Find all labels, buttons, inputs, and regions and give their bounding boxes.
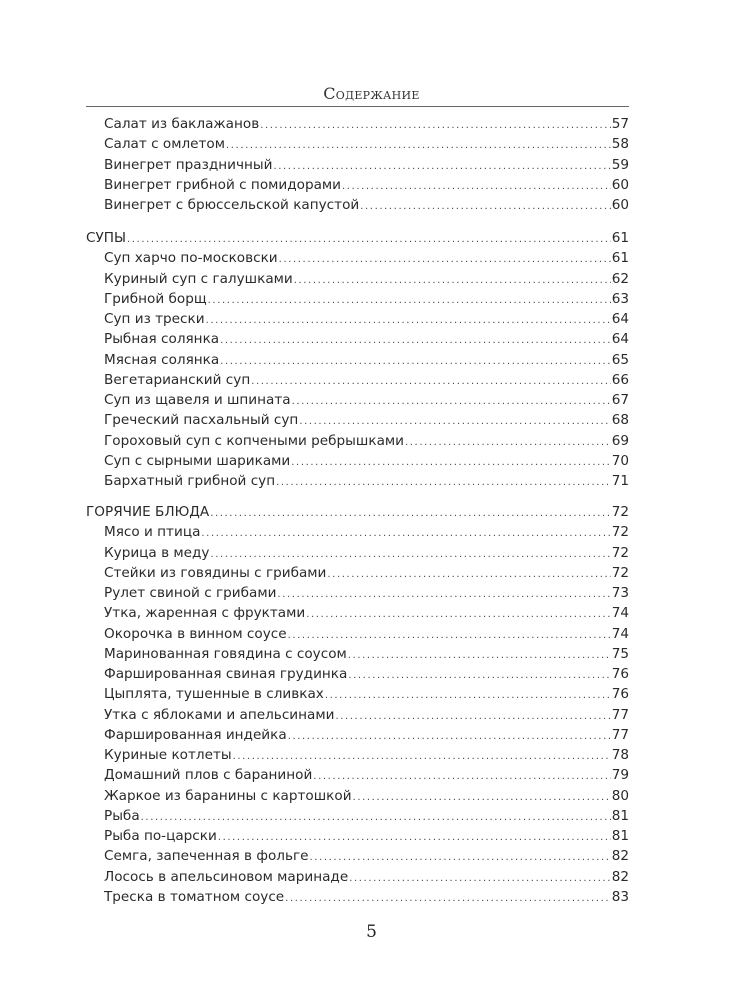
- leader-dots: [220, 331, 611, 351]
- toc-entry-page: 83: [611, 888, 629, 905]
- toc-entry-page: 60: [611, 176, 629, 193]
- leader-dots: [353, 788, 611, 808]
- toc-entry-label: Треска в томатном соусе: [104, 888, 285, 905]
- toc-entry-page: 58: [611, 136, 629, 153]
- leader-dots: [277, 585, 610, 605]
- toc-entry-label: Грибной борщ: [104, 290, 207, 307]
- toc-entry-label: Винегрет грибной с помидорами: [104, 176, 341, 193]
- toc-entry: [86, 329, 629, 349]
- toc-entry-label: Жаркое из баранины с картошкой: [104, 787, 352, 804]
- leader-dots: [306, 605, 610, 625]
- leader-dots: [276, 473, 611, 493]
- toc-entry-page: 72: [611, 504, 629, 520]
- leader-dots: [218, 828, 611, 848]
- leader-dots: [294, 271, 611, 291]
- toc-entry-label: Гороховый суп с копчеными ребрышками: [104, 432, 404, 449]
- toc-entry-label: Суп харчо по-московски: [104, 250, 278, 267]
- toc-entry-label: Маринованная говядина с соусом: [104, 645, 347, 662]
- toc-group-hot-dishes: [86, 502, 629, 907]
- toc-entry-page: 82: [611, 848, 629, 865]
- leader-dots: [288, 626, 611, 646]
- leader-dots: [210, 504, 611, 524]
- leader-dots: [260, 116, 610, 136]
- toc-entry: [86, 248, 629, 268]
- leader-dots: [220, 352, 611, 372]
- toc-entry-label: Салат из баклажанов: [104, 116, 260, 132]
- toc-entry-page: 69: [611, 432, 629, 449]
- leader-dots: [325, 686, 611, 706]
- toc-entry: [86, 370, 629, 390]
- toc-entry-label: Лосось в апельсиновом маринаде: [104, 868, 349, 885]
- toc-entry-label: Мясная солянка: [104, 351, 220, 368]
- toc-entry-page: 70: [611, 452, 629, 469]
- toc-entry: [86, 806, 629, 826]
- toc-entry-page: 60: [611, 197, 629, 213]
- toc-entry-label: СУПЫ: [86, 230, 126, 246]
- toc-entry: [86, 175, 629, 195]
- toc-entry: [86, 664, 629, 684]
- toc-entry-page: 64: [611, 331, 629, 348]
- toc-entry-label: Стейки из говядины с грибами: [104, 564, 327, 581]
- toc-entry: [86, 350, 629, 370]
- toc-entry-label: Суп с сырными шариками: [104, 452, 291, 469]
- toc-entry-label: Греческий пасхальный суп: [104, 412, 299, 429]
- toc-entry: [86, 522, 629, 542]
- toc-entry-page: 77: [611, 706, 629, 723]
- toc-section-heading: [86, 502, 629, 522]
- toc-entry: [86, 644, 629, 664]
- toc-entry-label: Фаршированная свиная грудинка: [104, 666, 348, 682]
- toc-section-heading: [86, 228, 629, 248]
- toc-entry-label: Вегетарианский суп: [104, 371, 251, 388]
- leader-dots: [299, 412, 610, 432]
- toc-entry: [86, 887, 629, 907]
- leader-dots: [208, 291, 611, 311]
- toc-entry: [86, 583, 629, 603]
- toc-entry-page: 72: [611, 544, 629, 561]
- leader-dots: [348, 666, 610, 686]
- toc-entry-page: 68: [611, 412, 629, 429]
- leader-dots: [206, 311, 611, 331]
- toc-entry-page: 76: [611, 686, 629, 703]
- toc-entry: [86, 826, 629, 846]
- toc-entry-label: Окорочка в винном соусе: [104, 625, 287, 642]
- toc-entry: [86, 846, 629, 866]
- leader-dots: [342, 177, 611, 197]
- toc-entry-page: 66: [611, 371, 629, 388]
- toc-entry-page: 74: [611, 625, 629, 642]
- toc-entry-label: Рыбная солянка: [104, 331, 220, 348]
- toc-entry: [86, 624, 629, 644]
- leader-dots: [226, 136, 611, 156]
- toc-entry-label: Куриный суп с галушками: [104, 270, 293, 287]
- toc-entry-page: 78: [611, 747, 629, 763]
- toc-entry-page: 79: [611, 767, 629, 784]
- toc-entry-label: Рыба: [104, 807, 140, 824]
- toc-entry-label: Винегрет с брюссельской капустой: [104, 197, 360, 213]
- toc-entry-page: 81: [611, 807, 629, 824]
- toc-entry-page: 61: [611, 250, 629, 267]
- toc-entry-page: 82: [611, 868, 629, 885]
- toc-entry-page: 75: [611, 645, 629, 662]
- leader-dots: [313, 767, 610, 787]
- leader-dots: [251, 372, 610, 392]
- toc-entry: [86, 684, 629, 704]
- leader-dots: [273, 157, 610, 177]
- toc-entry-label: Рыба по-царски: [104, 828, 217, 844]
- toc-entry: [86, 705, 629, 725]
- toc-entry-page: 76: [611, 666, 629, 682]
- toc-entry-page: 73: [611, 585, 629, 601]
- toc-entry-label: Суп из щавеля и шпината: [104, 392, 291, 408]
- toc-entry: [86, 451, 629, 471]
- toc-entry: [86, 269, 629, 289]
- leader-dots: [210, 545, 610, 565]
- toc-entry-label: Цыплята, тушенные в сливках: [104, 686, 324, 703]
- toc-entry: [86, 765, 629, 785]
- toc-entry-page: 72: [611, 564, 629, 581]
- toc-entry: [86, 603, 629, 623]
- leader-dots: [327, 565, 610, 585]
- leader-dots: [291, 453, 610, 473]
- toc-entry-page: 71: [611, 473, 629, 489]
- leader-dots: [201, 524, 610, 544]
- toc-entry: [86, 390, 629, 410]
- toc-entry-page: 77: [611, 726, 629, 743]
- toc-entry-label: Фаршированная индейка: [104, 726, 287, 743]
- toc-entry-label: Утка, жаренная с фруктами: [104, 605, 306, 622]
- toc-entry-label: Курица в меду: [104, 544, 210, 561]
- toc-entry-page: 57: [611, 116, 629, 132]
- toc-entry: [86, 786, 629, 806]
- toc-entry: [86, 543, 629, 563]
- toc-entry-page: 65: [611, 351, 629, 368]
- toc-entry: [86, 431, 629, 451]
- toc-entry: [86, 155, 629, 175]
- header-rule: [86, 106, 629, 107]
- toc-entry-page: 80: [611, 787, 629, 804]
- toc-entry-page: 81: [611, 828, 629, 844]
- leader-dots: [349, 869, 610, 889]
- toc-entry: [86, 289, 629, 309]
- leader-dots: [310, 848, 611, 868]
- toc-entry-page: 64: [611, 311, 629, 327]
- toc-entry: [86, 309, 629, 329]
- toc-entry-page: 74: [611, 605, 629, 622]
- toc-entry-page: 63: [611, 290, 629, 307]
- toc-entry: [86, 471, 629, 491]
- leader-dots: [285, 889, 611, 909]
- toc-entry-label: ГОРЯЧИЕ БЛЮДА: [86, 504, 210, 520]
- toc-entry: [86, 745, 629, 765]
- toc-entry: [86, 134, 629, 154]
- toc-entry-page: 59: [611, 156, 629, 173]
- toc-entry-page: 72: [611, 524, 629, 541]
- leader-dots: [348, 646, 611, 666]
- toc-entry-label: Куриные котлеты: [104, 747, 232, 763]
- toc-entry: [86, 410, 629, 430]
- leader-dots: [405, 433, 611, 453]
- leader-dots: [141, 808, 611, 828]
- toc-entry-label: Рулет свиной с грибами: [104, 585, 277, 601]
- leader-dots: [288, 727, 611, 747]
- toc-entry: [86, 563, 629, 583]
- leader-dots: [360, 197, 610, 217]
- toc-group-salads: [86, 114, 629, 215]
- leader-dots: [279, 250, 611, 270]
- toc-entry-page: 67: [611, 392, 629, 408]
- leader-dots: [127, 230, 611, 250]
- toc-entry-label: Винегрет праздничный: [104, 156, 273, 173]
- toc-entry: [86, 725, 629, 745]
- toc-entry-label: Салат с омлетом: [104, 136, 225, 153]
- page-number: 5: [366, 922, 377, 942]
- toc-entry: [86, 114, 629, 134]
- toc-entry-label: Утка с яблоками и апельсинами: [104, 706, 335, 723]
- page-title: Содержание: [323, 84, 420, 103]
- leader-dots: [233, 747, 611, 767]
- toc-entry-label: Семга, запеченная в фольге: [104, 848, 309, 865]
- toc-entry-label: Домашний плов с бараниной: [104, 767, 313, 784]
- toc-entry-label: Бархатный грибной суп: [104, 473, 276, 489]
- leader-dots: [292, 392, 611, 412]
- toc-entry: [86, 867, 629, 887]
- leader-dots: [335, 707, 610, 727]
- toc-entry: [86, 195, 629, 215]
- toc-group-soups: [86, 228, 629, 491]
- toc-entry-label: Суп из трески: [104, 311, 205, 327]
- toc-entry-page: 62: [611, 270, 629, 287]
- toc-entry-page: 61: [611, 230, 629, 246]
- toc-entry-label: Мясо и птица: [104, 524, 201, 541]
